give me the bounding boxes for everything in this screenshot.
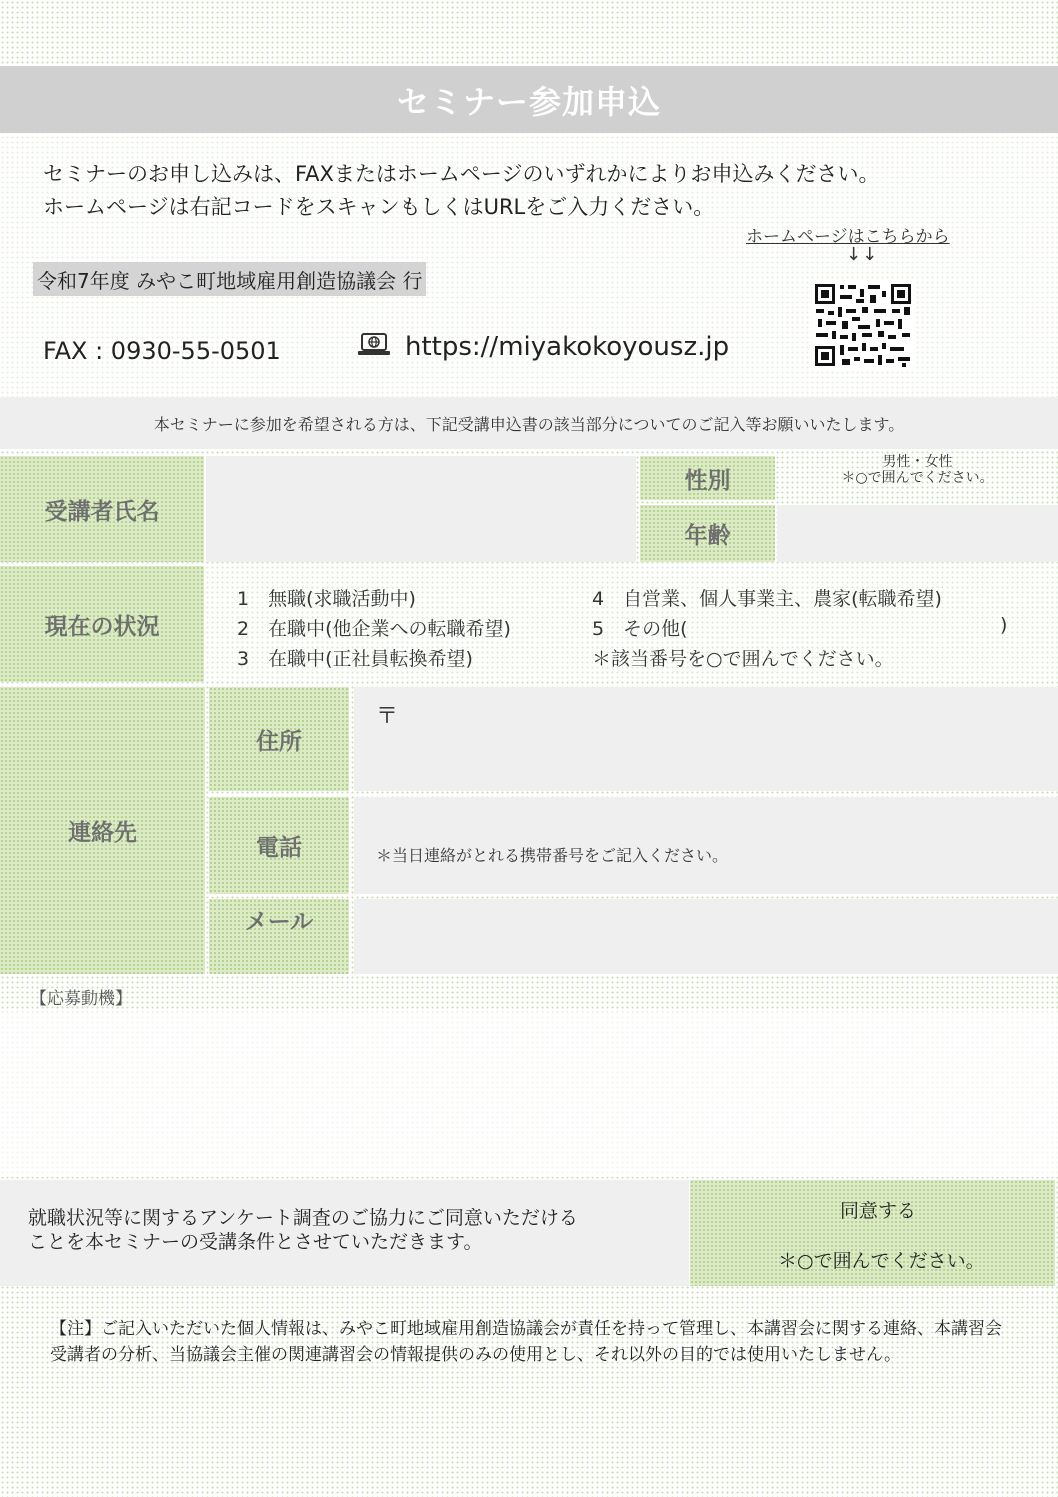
name-input[interactable] — [206, 456, 636, 562]
phone-input[interactable] — [354, 797, 1058, 894]
down-arrows: ↓↓ — [846, 244, 879, 265]
gender-options: 男性・女性 — [882, 454, 953, 470]
motivation-label: 【応募動機】 — [30, 989, 132, 1009]
notice-text: 本セミナーに参加を希望される方は、下記受講申込書の該当部分についてのご記入等お願いいたします。 — [153, 414, 905, 434]
consent-line-1: 就職状況等に関するアンケート調査のご協力にご同意いただける — [28, 1207, 578, 1229]
status-option-5-close: ) — [1000, 614, 1008, 636]
gender-label: 性別 — [684, 467, 731, 494]
age-label-cell — [640, 505, 775, 562]
page-title: セミナー参加申込 — [396, 82, 661, 121]
mail-label-cell — [209, 899, 349, 974]
contact-label: 連絡先 — [68, 820, 137, 846]
status-option-1[interactable]: 1 無職(求職活動中) — [237, 588, 416, 610]
address-label: 住所 — [256, 728, 302, 755]
age-input[interactable] — [777, 505, 1058, 562]
laptop-globe-icon — [357, 332, 391, 362]
privacy-footnote: 【注】ご記入いただいた個人情報は、みやこ町地域雇用創造協議会が責任を持って管理し、本講習会に関する連絡、本講習会受講者の分析、当協議会主催の関連講習会の情報提供のみの使用とし、それ以外の目的では使用いたしません。 — [50, 1319, 1002, 1365]
name-label: 受講者氏名 — [44, 498, 160, 525]
status-option-2[interactable]: 2 在職中(他企業への転職希望) — [237, 618, 511, 640]
phone-note: ＊当日連絡がとれる携帯番号をご記入ください。 — [376, 846, 729, 865]
address-label-cell — [209, 687, 349, 791]
homepage-url[interactable]: https://miyakokoyousz.jp — [405, 332, 730, 362]
status-note: ＊該当番号を○で囲んでください。 — [592, 648, 894, 670]
status-label-cell — [0, 566, 204, 682]
age-label: 年齢 — [684, 523, 731, 549]
motivation-input[interactable] — [0, 1012, 1058, 1177]
contact-label-cell — [0, 687, 205, 974]
mail-input[interactable] — [354, 899, 1058, 974]
gender-note: ＊○で囲んでください。 — [841, 470, 994, 486]
agree-label[interactable]: 同意する — [840, 1200, 917, 1222]
title-band — [0, 66, 1058, 133]
qr-code-icon[interactable] — [812, 281, 914, 369]
name-label-cell — [0, 456, 204, 562]
consent-agree-cell[interactable] — [690, 1180, 1055, 1286]
intro-line-1: セミナーのお申し込みは、FAXまたはホームページのいずれかによりお申込みください。 — [43, 162, 880, 186]
status-option-5[interactable]: 5 その他( — [592, 618, 688, 640]
status-option-4[interactable]: 4 自営業、個人事業主、農家(転職希望) — [592, 588, 942, 610]
notice-band — [0, 397, 1058, 449]
phone-label: 電話 — [256, 835, 302, 861]
homepage-link[interactable]: ホームページはこちらから — [746, 227, 950, 247]
gender-label-cell — [640, 456, 775, 500]
status-option-3[interactable]: 3 在職中(正社員転換希望) — [237, 648, 473, 670]
intro-line-2: ホームページは右記コードをスキャンもしくはURLをご入力ください。 — [43, 195, 715, 219]
organization-addressee: 令和7年度 みやこ町地域雇用創造協議会 行 — [33, 262, 426, 296]
phone-label-cell — [209, 797, 349, 894]
agree-note: ＊○で囲んでください。 — [778, 1250, 985, 1272]
mail-label: メール — [244, 909, 314, 935]
url-row — [357, 332, 729, 362]
status-label: 現在の状況 — [44, 613, 160, 640]
gender-options-cell[interactable] — [777, 452, 1058, 504]
postal-mark: 〒 — [376, 704, 399, 729]
address-input[interactable] — [354, 687, 1058, 791]
fax-number: FAX : 0930-55-0501 — [43, 337, 281, 365]
consent-text-cell — [0, 1180, 689, 1286]
consent-line-2: ことを本セミナーの受講条件とさせていただきます。 — [28, 1231, 483, 1253]
